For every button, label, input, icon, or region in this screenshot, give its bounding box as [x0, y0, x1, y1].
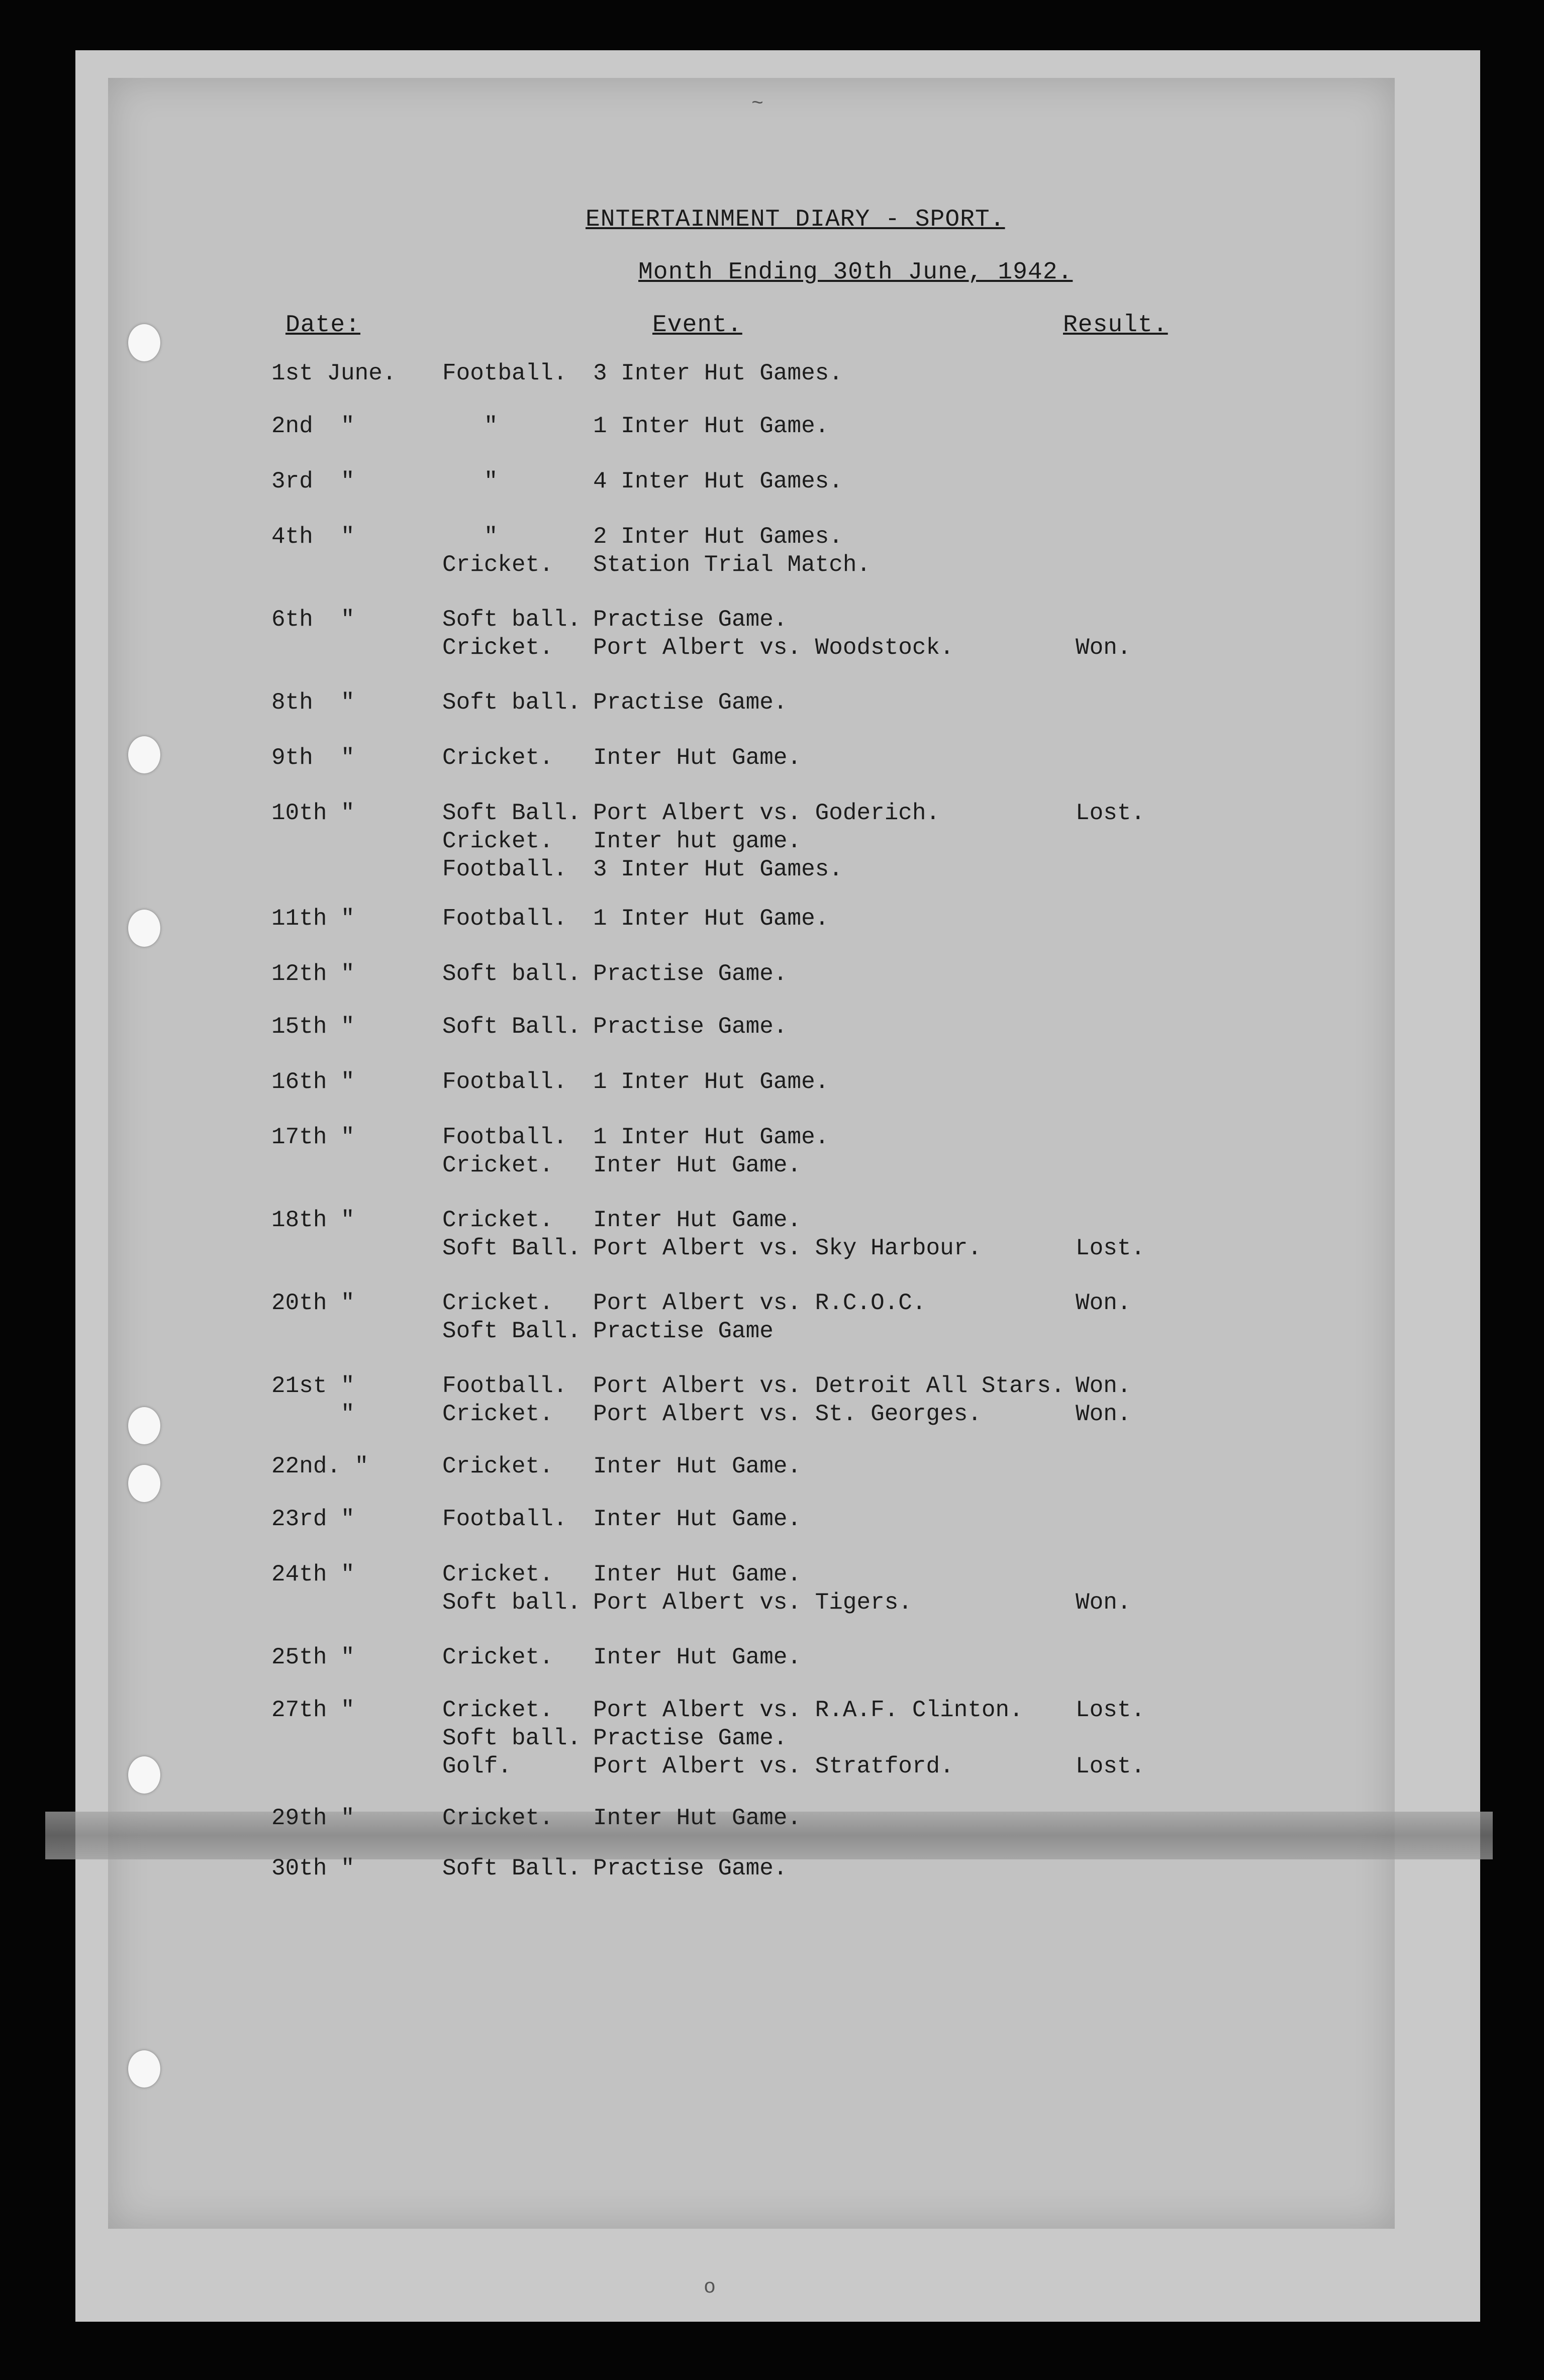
entry-line — [261, 1589, 1216, 1617]
entry-line — [261, 1452, 1216, 1480]
entry-event: Inter Hut Game. — [593, 1561, 802, 1588]
entry-line — [261, 467, 1216, 495]
diary-entry — [261, 688, 1216, 717]
entry-date: 15th " — [271, 1014, 355, 1040]
entry-sport: Cricket. — [442, 1207, 553, 1233]
entry-line — [261, 827, 1216, 855]
entry-event: 1 Inter Hut Game. — [593, 1069, 829, 1095]
diary-entry — [261, 1206, 1216, 1262]
diary-entry — [261, 606, 1216, 662]
entry-line — [261, 412, 1216, 440]
entry-line — [261, 855, 1216, 883]
entry-sport: Football. — [442, 1373, 567, 1399]
entry-date: 1st June. — [271, 360, 397, 386]
diary-entry — [261, 1804, 1216, 1832]
entry-event: Inter Hut Game. — [593, 1207, 802, 1233]
entry-result: Won. — [1076, 1373, 1131, 1399]
diary-entry — [261, 523, 1216, 579]
entry-date: 9th " — [271, 745, 355, 771]
entry-event: Inter hut game. — [593, 828, 802, 854]
entry-event: Port Albert vs. Tigers. — [593, 1590, 912, 1616]
entry-event: Port Albert vs. R.A.F. Clinton. — [593, 1697, 1023, 1723]
diary-entry — [261, 905, 1216, 933]
entry-line — [261, 1752, 1216, 1780]
entry-date: 22nd. " — [271, 1453, 369, 1479]
entry-sport: Soft Ball. — [442, 1318, 582, 1344]
entry-event: Port Albert vs. Detroit All Stars. — [593, 1373, 1065, 1399]
entry-line — [261, 1854, 1216, 1882]
entry-line — [261, 634, 1216, 662]
entry-line — [261, 359, 1216, 387]
column-header-event: Event. — [652, 312, 742, 339]
entry-sport: Soft Ball. — [442, 1235, 582, 1261]
entry-sport: Cricket. — [442, 1561, 553, 1588]
entry-date: 30th " — [271, 1855, 355, 1881]
entry-line — [261, 905, 1216, 933]
entry-event: Practise Game. — [593, 1855, 788, 1881]
entry-line — [261, 523, 1216, 551]
diary-entry — [261, 799, 1216, 883]
entry-event: Practise Game. — [593, 1014, 788, 1040]
entry-date: 6th " — [271, 607, 355, 633]
entry-line — [261, 688, 1216, 717]
stain-mark: ~ — [751, 93, 764, 116]
column-header-date: Date: — [285, 312, 361, 339]
diary-entry — [261, 359, 1216, 387]
entry-date: 17th " — [271, 1124, 355, 1150]
entry-sport: Soft Ball. — [442, 1855, 582, 1881]
entry-sport: Soft ball. — [442, 1590, 582, 1616]
diary-entry — [261, 412, 1216, 440]
entry-line — [261, 1400, 1216, 1428]
entry-line — [261, 960, 1216, 988]
entry-event: Inter Hut Game. — [593, 745, 802, 771]
entry-sport: Soft ball. — [442, 961, 582, 987]
entry-sport: Soft Ball. — [442, 800, 582, 826]
diary-entry — [261, 1289, 1216, 1345]
diary-entry — [261, 1068, 1216, 1096]
entry-sport: Cricket. — [442, 552, 553, 578]
entry-sport: Football. — [442, 1069, 567, 1095]
entry-result: Won. — [1076, 1290, 1131, 1316]
entry-event: Port Albert vs. Woodstock. — [593, 635, 954, 661]
entry-date: 16th " — [271, 1069, 355, 1095]
entry-sport: Cricket. — [442, 745, 553, 771]
entry-sport: Cricket. — [442, 1805, 553, 1831]
entry-date: 2nd " — [271, 413, 355, 439]
entry-sport: Golf. — [442, 1753, 512, 1779]
entry-date: 18th " — [271, 1207, 355, 1233]
entry-event: Practise Game. — [593, 961, 788, 987]
entry-sport: Cricket. — [442, 828, 553, 854]
entry-line — [261, 1724, 1216, 1752]
entry-sport: Cricket. — [442, 1697, 553, 1723]
entry-line — [261, 1372, 1216, 1400]
document-title: ENTERTAINMENT DIARY - SPORT. — [586, 206, 1005, 233]
entry-date: 20th " — [271, 1290, 355, 1316]
entry-result: Won. — [1076, 635, 1131, 661]
entry-sport: Cricket. — [442, 1644, 553, 1670]
entry-event: Port Albert vs. R.C.O.C. — [593, 1290, 926, 1316]
entry-result: Lost. — [1076, 1753, 1145, 1779]
entry-line — [261, 1234, 1216, 1262]
entry-date: 10th " — [271, 800, 355, 826]
entry-event: 3 Inter Hut Games. — [593, 856, 843, 882]
entry-date: 24th " — [271, 1561, 355, 1588]
entry-sport: Football. — [442, 1124, 567, 1150]
entry-line — [261, 1013, 1216, 1041]
entry-result: Won. — [1076, 1401, 1131, 1427]
stain-mark: o — [704, 2276, 716, 2299]
entry-event: Port Albert vs. Goderich. — [593, 800, 940, 826]
entry-line — [261, 1206, 1216, 1234]
diary-entry — [261, 1643, 1216, 1671]
column-header-result: Result. — [1063, 312, 1168, 339]
entry-line — [261, 1289, 1216, 1317]
entry-line — [261, 1643, 1216, 1671]
entry-sport: " — [442, 524, 498, 550]
entry-date: 11th " — [271, 906, 355, 932]
diary-entry — [261, 1372, 1216, 1428]
entry-event: 1 Inter Hut Game. — [593, 906, 829, 932]
entry-event: Station Trial Match. — [593, 552, 871, 578]
entry-sport: Cricket. — [442, 1290, 553, 1316]
diary-entry — [261, 1123, 1216, 1179]
entry-date: " — [271, 1401, 355, 1427]
entry-date: 21st " — [271, 1373, 355, 1399]
entry-result: Won. — [1076, 1590, 1131, 1616]
diary-entry — [261, 1452, 1216, 1480]
entry-sport: " — [442, 468, 498, 494]
entry-sport: " — [442, 413, 498, 439]
entry-event: Inter Hut Game. — [593, 1152, 802, 1178]
entry-event: Inter Hut Game. — [593, 1453, 802, 1479]
entry-line — [261, 1505, 1216, 1533]
entry-event: 1 Inter Hut Game. — [593, 413, 829, 439]
entry-event: 3 Inter Hut Games. — [593, 360, 843, 386]
entry-sport: Football. — [442, 1506, 567, 1532]
entry-sport: Football. — [442, 906, 567, 932]
entry-line — [261, 1123, 1216, 1151]
entry-sport: Football. — [442, 856, 567, 882]
diary-entry — [261, 467, 1216, 495]
diary-entry — [261, 960, 1216, 988]
entry-event: 4 Inter Hut Games. — [593, 468, 843, 494]
entry-date: 27th " — [271, 1697, 355, 1723]
entry-line — [261, 1068, 1216, 1096]
entry-sport: Cricket. — [442, 1401, 553, 1427]
diary-entry — [261, 1013, 1216, 1041]
entry-line — [261, 1560, 1216, 1589]
diary-entry — [261, 1854, 1216, 1882]
diary-entry — [261, 1696, 1216, 1780]
entry-date: 25th " — [271, 1644, 355, 1670]
entry-line — [261, 744, 1216, 772]
entry-event: Port Albert vs. St. Georges. — [593, 1401, 982, 1427]
diary-entry — [261, 1505, 1216, 1533]
entry-event: 1 Inter Hut Game. — [593, 1124, 829, 1150]
entry-line — [261, 799, 1216, 827]
diary-entry — [261, 1560, 1216, 1617]
entry-event: Practise Game — [593, 1318, 774, 1344]
document-subtitle: Month Ending 30th June, 1942. — [638, 259, 1073, 286]
entry-line — [261, 606, 1216, 634]
entry-event: Practise Game. — [593, 689, 788, 716]
entry-line — [261, 1696, 1216, 1724]
entry-event: 2 Inter Hut Games. — [593, 524, 843, 550]
entry-sport: Cricket. — [442, 1453, 553, 1479]
entry-event: Port Albert vs. Stratford. — [593, 1753, 954, 1779]
entry-line — [261, 1804, 1216, 1832]
entry-event: Port Albert vs. Sky Harbour. — [593, 1235, 982, 1261]
entry-result: Lost. — [1076, 800, 1145, 826]
entry-sport: Soft ball. — [442, 607, 582, 633]
entry-event: Practise Game. — [593, 1725, 788, 1751]
diary-entry — [261, 744, 1216, 772]
entry-sport: Soft Ball. — [442, 1014, 582, 1040]
entry-date: 12th " — [271, 961, 355, 987]
entry-event: Practise Game. — [593, 607, 788, 633]
entry-date: 4th " — [271, 524, 355, 550]
entry-sport: Soft ball. — [442, 689, 582, 716]
entry-result: Lost. — [1076, 1697, 1145, 1723]
entry-event: Inter Hut Game. — [593, 1644, 802, 1670]
entry-event: Inter Hut Game. — [593, 1805, 802, 1831]
entry-line — [261, 551, 1216, 579]
entry-sport: Soft ball. — [442, 1725, 582, 1751]
entry-sport: Cricket. — [442, 1152, 553, 1178]
entry-date: 8th " — [271, 689, 355, 716]
entry-line — [261, 1317, 1216, 1345]
entry-date: 23rd " — [271, 1506, 355, 1532]
entry-sport: Football. — [442, 360, 567, 386]
entry-result: Lost. — [1076, 1235, 1145, 1261]
entry-date: 29th " — [271, 1805, 355, 1831]
entry-event: Inter Hut Game. — [593, 1506, 802, 1532]
entry-date: 3rd " — [271, 468, 355, 494]
entry-line — [261, 1151, 1216, 1179]
entry-sport: Cricket. — [442, 635, 553, 661]
